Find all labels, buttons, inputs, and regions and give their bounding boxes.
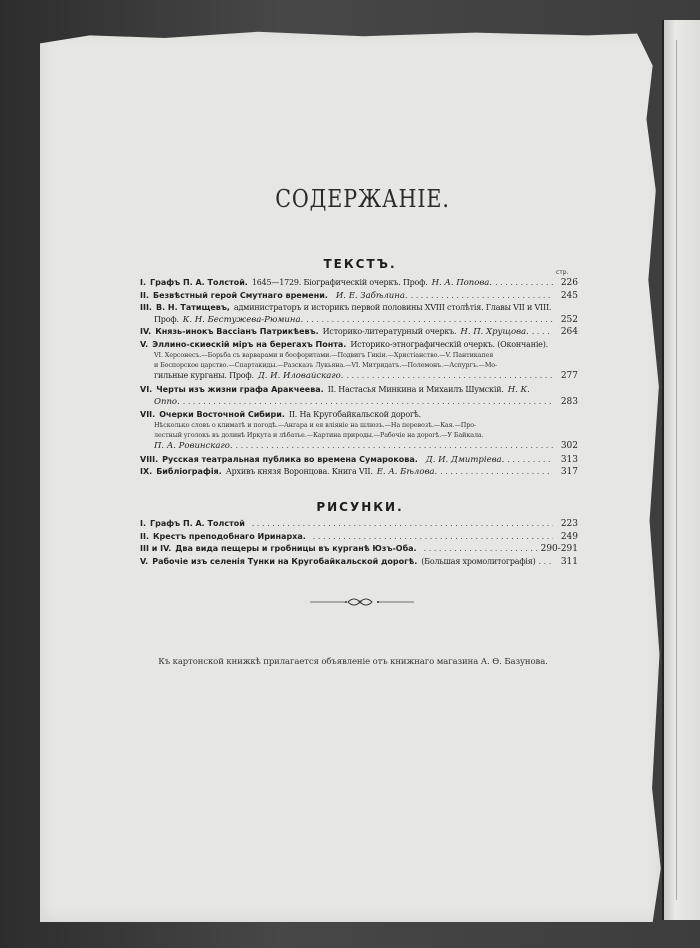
figure-caption: Два вида пещеры и гробницы въ курганѣ Юзъ-Оба. xyxy=(175,544,417,553)
figure-number: III и IV. xyxy=(140,544,172,553)
figure-entry[interactable] xyxy=(140,531,578,544)
text-section-heading: ТЕКСТЪ. xyxy=(323,257,397,271)
figure-entry[interactable] xyxy=(140,556,578,569)
ornament-divider-icon xyxy=(310,596,414,608)
entry-author: Д. И. Дмитріева. xyxy=(425,454,505,465)
entry-author: И. Е. Забѣлина. xyxy=(335,290,408,301)
entry-description: 1645—1729. Біографическій очеркъ. Проф. xyxy=(251,278,428,287)
toc-entry[interactable] xyxy=(140,384,578,409)
leader-dots xyxy=(539,556,553,568)
leader-dots xyxy=(532,326,553,338)
figure-caption: Рабочіе изъ селенія Тунки на Кругобайкальской дорогѣ. xyxy=(152,556,418,566)
entry-page: 245 xyxy=(560,290,578,301)
entry-author-continuation: Оппо. xyxy=(154,397,180,407)
text-entries xyxy=(140,277,578,479)
entry-author: Е. А. Бѣлова. xyxy=(376,467,438,477)
leader-dots xyxy=(440,466,553,478)
figure-caption: Крестъ преподобнаго Иринарха. xyxy=(153,531,306,541)
entry-page: 317 xyxy=(560,467,578,477)
figure-page: 311 xyxy=(560,556,578,567)
figure-page: 249 xyxy=(560,531,578,542)
entry-number: VII. xyxy=(140,409,156,419)
toc-entry[interactable] xyxy=(140,409,578,453)
entry-number: IV. xyxy=(140,327,152,336)
entry-author: Н. А. Попова. xyxy=(431,278,493,288)
entry-number: VI. xyxy=(140,384,153,394)
entry-heading: Эллино-скиѳскій міръ на берегахъ Понта. xyxy=(152,339,347,349)
entry-author: Н. П. Хрущова. xyxy=(460,327,529,337)
toc-entry[interactable] xyxy=(140,302,578,326)
entry-subtopics: Нѣсколько словъ о климатѣ и погодѣ.—Ангара и ея вліяніе на шлюзъ.—На перевозѣ.—Кая.—Про- xyxy=(154,421,477,429)
entry-heading: Русская театральная публика во времена Сумарокова. xyxy=(162,454,418,464)
leader-dots xyxy=(346,370,553,382)
page-title: СОДЕРЖАНІЕ. xyxy=(275,185,450,213)
leader-dots xyxy=(252,518,553,530)
leader-dots xyxy=(313,531,553,543)
entry-heading: Библіографія. xyxy=(156,467,222,476)
entry-subtopics: VI. Херсонесъ.—Борьба съ варварами и босфоритами.—Подвигъ Гикіи.—Христіанство.—V. Пантикапея xyxy=(154,351,494,359)
entry-number: VIII. xyxy=(140,454,159,464)
entry-description: администраторъ и историкъ первой половины XVIII столѣтія. Главы VII и VIII. xyxy=(233,303,552,312)
toc-entry[interactable] xyxy=(140,339,578,383)
entry-page: 313 xyxy=(560,454,578,465)
entry-heading: Князь-инокъ Вассіанъ Патрикѣевъ. xyxy=(155,327,319,336)
entry-heading: В. Н. Татищевъ, xyxy=(155,303,230,312)
entry-page: 252 xyxy=(560,314,578,325)
page-column-label: стр. xyxy=(556,269,569,276)
leader-dots xyxy=(183,396,553,408)
entry-page: 226 xyxy=(560,278,578,288)
toc-entry[interactable] xyxy=(140,454,578,467)
figure-number: II. xyxy=(140,531,149,541)
entry-number: IX. xyxy=(140,467,153,476)
toc-entry[interactable] xyxy=(140,290,578,303)
toc-entry[interactable] xyxy=(140,466,578,479)
entry-page: 283 xyxy=(560,397,578,407)
entry-author: Д. И. Иловайскаго. xyxy=(257,371,344,381)
entry-subtopics: лестный уголокъ въ долинѣ Иркута и лѣбатье.—Картина природы.—Рабочіе на дорогѣ.—У Байкала. xyxy=(154,431,484,439)
figure-page: 223 xyxy=(560,519,578,529)
figure-number: I. xyxy=(140,519,147,528)
toc-entry[interactable] xyxy=(140,277,578,290)
entry-number: III. xyxy=(140,303,152,312)
entry-description: II. Настасья Минкина и Михаилъ Шумскій. xyxy=(327,384,504,394)
entry-heading: Очерки Восточной Сибири. xyxy=(159,409,285,419)
leader-dots xyxy=(495,277,553,289)
entry-heading: Безвѣстный герой Смутнаго времени. xyxy=(153,290,328,300)
entry-author: Н. К. xyxy=(507,384,530,395)
entry-heading: Черты изъ жизни графа Аракчеева. xyxy=(156,384,324,394)
entry-continuation: Проф. xyxy=(154,314,179,324)
figure-caption: Графъ П. А. Толстой xyxy=(150,519,245,528)
leader-dots xyxy=(306,314,553,326)
entry-description: Архивъ князя Воронцова. Книга VII. xyxy=(225,467,373,476)
advertisement-notice: Къ картонской книжкѣ прилагается объявленіе отъ книжнаго магазина А. Ѳ. Базунова. xyxy=(158,657,548,667)
entry-author: П. А. Ровинскаго. xyxy=(154,441,233,451)
entry-number: II. xyxy=(140,290,149,300)
entry-page: 302 xyxy=(560,441,578,451)
toc-entry[interactable] xyxy=(140,326,578,339)
entry-description: II. На Кругобайкальской дорогѣ. xyxy=(288,409,421,419)
figure-description: (Большая хромолитографія) xyxy=(421,556,536,566)
entry-author: К. Н. Бестужева-Рюмина. xyxy=(182,314,304,325)
entry-page: 277 xyxy=(560,371,578,381)
leader-dots xyxy=(507,454,553,466)
leader-dots xyxy=(411,290,553,302)
entry-number: V. xyxy=(140,339,149,349)
entry-subtopics: и Боспорское царство.—Спартакиды.—Разсказъ Лукьяна.—VI. Митридатъ.—Полемонъ.—Аспургъ.—Мо- xyxy=(154,361,498,369)
entry-description: Историко-этнографическій очеркъ. (Окончаніе). xyxy=(350,339,548,349)
figure-entry[interactable] xyxy=(140,543,578,556)
entry-description: Историко-литературный очеркъ. xyxy=(322,327,457,336)
entry-continuation: гильные курганы. Проф. xyxy=(154,371,254,380)
figure-number: V. xyxy=(140,556,149,566)
entry-page: 264 xyxy=(560,327,578,337)
leader-dots xyxy=(236,440,553,452)
entry-number: I. xyxy=(140,278,147,287)
figures-section-heading: РИСУНКИ. xyxy=(316,500,404,514)
figure-page: 290-291 xyxy=(540,544,578,554)
figure-entries xyxy=(140,518,578,568)
entry-heading: Графъ П. А. Толстой. xyxy=(150,278,248,287)
figure-entry[interactable] xyxy=(140,518,578,531)
leader-dots xyxy=(424,543,538,555)
